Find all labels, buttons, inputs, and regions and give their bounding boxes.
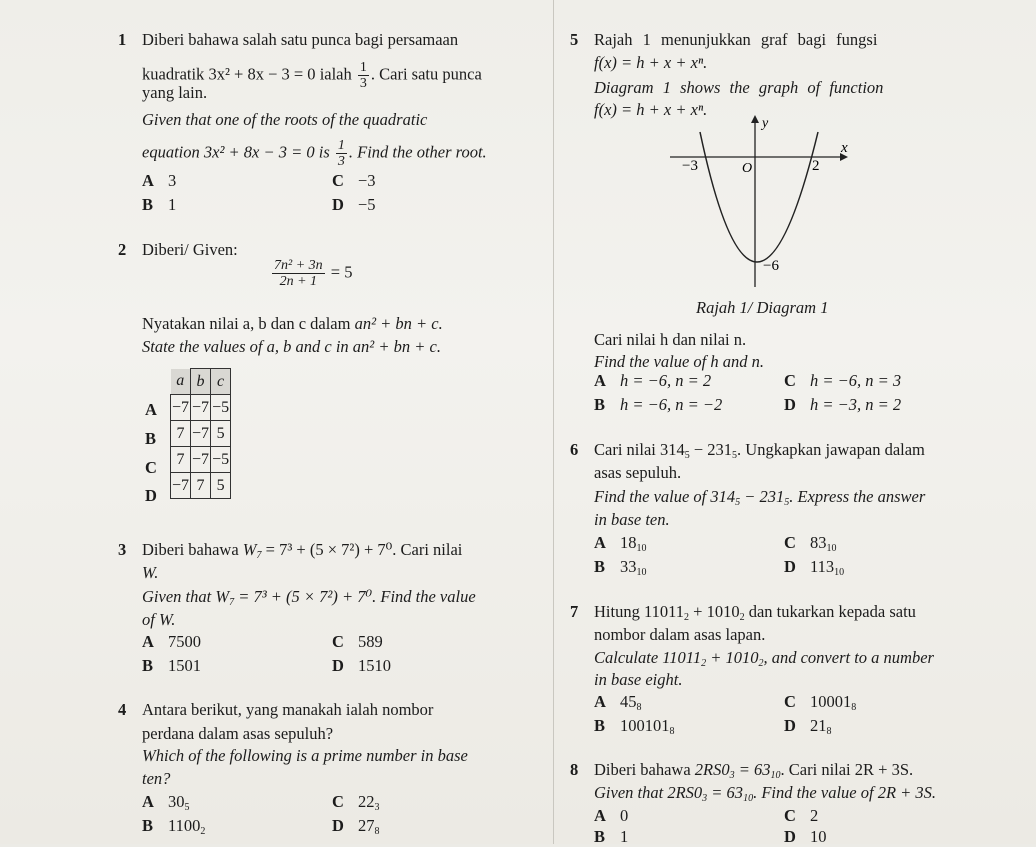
function-graph	[660, 112, 860, 292]
table-row[interactable]: −7 −7 −5	[171, 395, 231, 421]
q1-line2: kuadratik 3x² + 8x − 3 = 0 ialah $\frac{1}{3}$ . Cari satu punca	[142, 60, 482, 91]
q1-line1: 1 Diberi bahawa salah satu punca bagi persamaan	[118, 30, 459, 49]
diagram-caption: Rajah 1/ Diagram 1	[696, 298, 829, 317]
q6-line1: 6 Cari nilai $314_5 - 231_5$. Ungkapkan jawapan dalam	[570, 440, 925, 461]
q6-option-a[interactable]: A $18_{10}$	[594, 533, 647, 554]
table-row[interactable]: 7 −7 −5	[171, 447, 231, 473]
y-axis-arrow	[751, 115, 759, 123]
q6-option-d[interactable]: D $113_{10}$	[784, 557, 845, 578]
q5-ms-ask: Cari nilai h dan nilai n.	[594, 330, 747, 349]
table-header: a	[171, 369, 191, 395]
question-number: 1	[118, 30, 127, 49]
q6-en-line2: in base ten.	[594, 510, 670, 529]
y-axis-label: y	[762, 116, 769, 131]
q4-option-d[interactable]: D $27_8$	[332, 816, 380, 837]
q7-option-b[interactable]: B $100101_8$	[594, 716, 675, 737]
row-label: B	[145, 429, 157, 448]
q5-line1: 5 Rajah 1 menunjukkan graf bagi fungsi	[570, 30, 878, 49]
y-intercept-label: −6	[763, 258, 779, 274]
q7-option-d[interactable]: D $21_8$	[784, 716, 832, 737]
q7-line1: 7 Hitung $11011_2 + 1010_2$ dan tukarkan kepada satu	[570, 602, 916, 623]
q1-en-line2: equation 3x² + 8x − 3 = 0 is $\frac{1}{3}$ . Find the other root.	[142, 138, 487, 169]
q5-line2: f(x) = h + x + xⁿ.	[594, 53, 708, 72]
q7-en-line1: Calculate $11011_2 + 1010_2$, and convert to a number	[594, 648, 934, 669]
q2-ms-ask: Nyatakan nilai a, b dan c dalam an² + bn + c.	[142, 314, 443, 333]
q8-option-b[interactable]: B 1	[594, 827, 629, 846]
curve	[700, 132, 818, 262]
q7-line2: nombor dalam asas lapan.	[594, 625, 766, 644]
q6-line2: asas sepuluh.	[594, 463, 682, 482]
q4-en-line1: Which of the following is a prime number in base	[142, 746, 468, 765]
q5-option-a[interactable]: A h = −6, n = 2	[594, 371, 712, 390]
q7-option-a[interactable]: A $45_8$	[594, 692, 642, 713]
fraction: $\frac{1}{3}$	[337, 138, 345, 169]
q3-en-line1: Given that $W_7 = 7^3 + (5 \times 7^2) + 7^0$. Find the value	[142, 587, 476, 608]
q4-option-b[interactable]: B $1100_2$	[142, 816, 206, 837]
q7-option-c[interactable]: C $10001_8$	[784, 692, 857, 713]
origin-label: O	[742, 161, 753, 176]
q8-en-line1: Given that $2RS0_3 = 63_{10}$. Find the value of 2R + 3S.	[594, 783, 937, 804]
q6-en-line1: Find the value of $314_5 - 231_5$. Express the answer	[594, 487, 926, 508]
q5-en-ask: Find the value of h and n.	[594, 352, 765, 371]
column-divider	[553, 0, 554, 844]
q5-option-c[interactable]: C h = −6, n = 3	[784, 371, 902, 390]
q4-line1: 4 Antara berikut, yang manakah ialah nombor	[118, 700, 434, 719]
q2-options-table	[170, 368, 231, 499]
q5-en-line2: f(x) = h + x + xⁿ.	[594, 100, 708, 119]
x-axis-label: x	[841, 140, 848, 156]
q8-option-c[interactable]: C 2	[784, 806, 819, 825]
q3-option-d[interactable]: D 1510	[332, 656, 391, 675]
table-header: b	[191, 369, 211, 395]
q3-option-b[interactable]: B 1501	[142, 656, 201, 675]
row-label: C	[145, 458, 157, 477]
q2-equation: $\frac{\text{7n² + 3n}}{2n + 1}$ = 5	[274, 258, 353, 289]
q1-option-d[interactable]: D −5	[332, 195, 376, 214]
q4-option-a[interactable]: A $30_5$	[142, 792, 190, 813]
table-header: c	[211, 369, 231, 395]
table-row[interactable]: −7 7 5	[171, 473, 231, 499]
q3-en-line2: of W.	[142, 610, 176, 629]
right-intercept-label: 2	[812, 158, 820, 174]
q4-option-c[interactable]: C $22_3$	[332, 792, 380, 813]
q8-option-d[interactable]: D 10	[784, 827, 827, 846]
q4-line2: perdana dalam asas sepuluh?	[142, 724, 334, 743]
fraction: $\frac{\text{7n² + 3n}}{2n + 1}$	[274, 258, 323, 289]
table-header-row	[171, 369, 231, 395]
row-label: D	[145, 486, 157, 505]
q3-line2: W.	[142, 563, 159, 582]
q6-option-c[interactable]: C $83_{10}$	[784, 533, 837, 554]
q3-line1: 3 Diberi bahawa $W_7 = 7^3 + (5 \times 7^2) + 7^0$. Cari nilai	[118, 540, 463, 561]
q1-equation: 3x² + 8x − 3 = 0	[208, 64, 316, 84]
q8-option-a[interactable]: A 0	[594, 806, 629, 825]
q1-option-c[interactable]: C −3	[332, 171, 376, 190]
row-label: A	[145, 400, 157, 419]
q2-en-ask: State the values of a, b and c in an² + bn + c.	[142, 337, 441, 356]
q1-en-line1: Given that one of the roots of the quadratic	[142, 110, 428, 129]
q5-option-b[interactable]: B h = −6, n = −2	[594, 395, 723, 414]
q6-option-b[interactable]: B $33_{10}$	[594, 557, 647, 578]
q3-option-c[interactable]: C 589	[332, 632, 383, 651]
table-row[interactable]: 7 −7 5	[171, 421, 231, 447]
q1-line3: yang lain.	[142, 83, 208, 102]
q1-option-b[interactable]: B 1	[142, 195, 177, 214]
q1-option-a[interactable]: A 3	[142, 171, 177, 190]
q5-en-line1: Diagram 1 shows the graph of function	[594, 78, 884, 97]
fraction: $\frac{1}{3}$	[359, 60, 367, 91]
q5-option-d[interactable]: D h = −3, n = 2	[784, 395, 902, 414]
q2-intro: 2 Diberi/ Given:	[118, 240, 238, 259]
q4-en-line2: ten?	[142, 769, 171, 788]
left-intercept-label: −3	[682, 158, 698, 174]
q7-en-line2: in base eight.	[594, 670, 683, 689]
q8-line1: 8 Diberi bahawa $2RS0_3 = 63_{10}$. Cari nilai 2R + 3S.	[570, 760, 914, 781]
q3-option-a[interactable]: A 7500	[142, 632, 201, 651]
